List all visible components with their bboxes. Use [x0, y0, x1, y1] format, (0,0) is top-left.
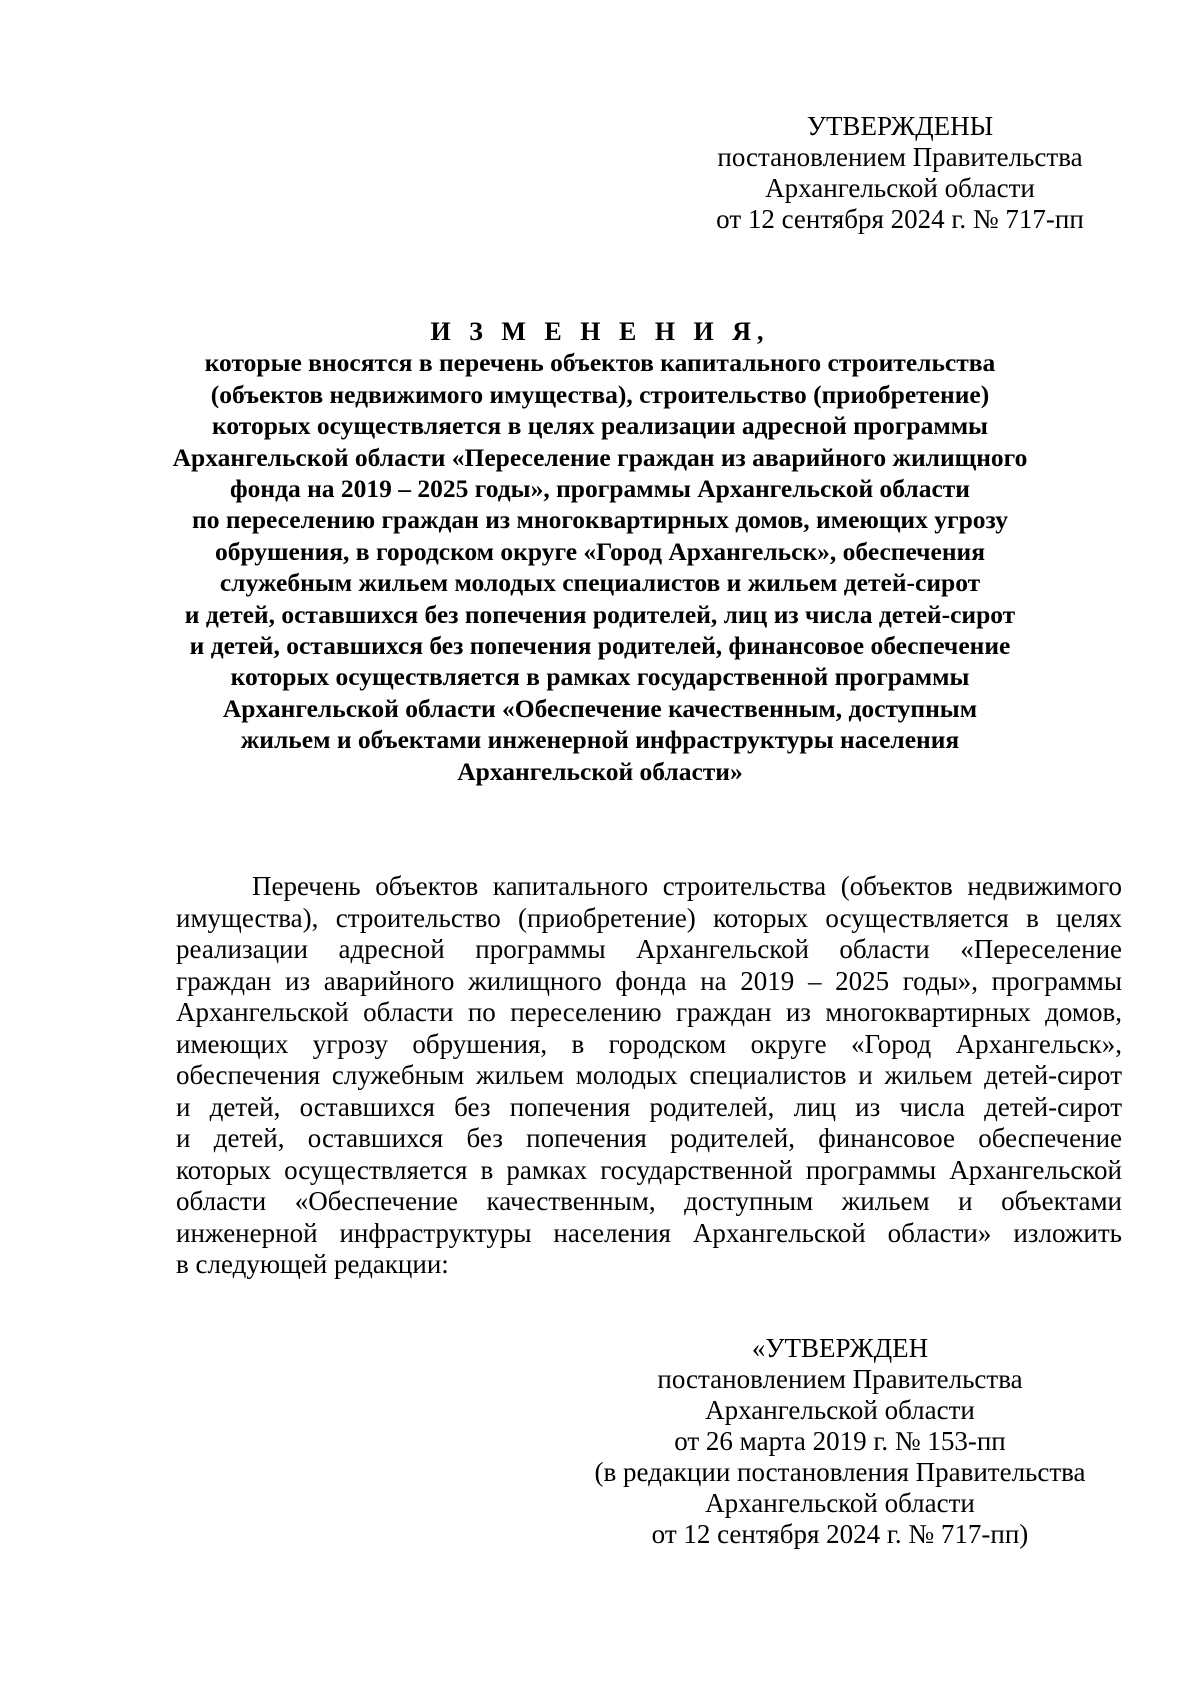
approval-date-number: от 26 марта 2019 г. № 153-пп [674, 1426, 1006, 1456]
revision-date-number: от 12 сентября 2024 г. № 717-пп) [651, 1519, 1029, 1549]
paragraph-line: обеспечения служебным жильем молодых специалистов и жильем детей-сирот [176, 1060, 1122, 1090]
paragraph-line: Архангельской области по переселению граждан из многоквартирных домов, [176, 997, 1122, 1027]
title-line: Архангельской области» [457, 756, 743, 786]
document-title [120, 316, 1080, 787]
title-line: жильем и объектами инженерной инфраструктуры населения [240, 725, 960, 755]
title-heading: И З М Е Н Е Н И Я, [430, 317, 770, 346]
paragraph-line: граждан из аварийного жилищного фонда на 2019 – 2025 годы», программы [176, 965, 1122, 996]
approval-stamp-footer [560, 1333, 1120, 1550]
title-line: служебным жильем молодых специалистов и жильем детей-сирот [219, 568, 981, 598]
title-line: по переселению граждан из многоквартирных домов, имеющих угрозу [192, 505, 1008, 535]
paragraph-line: которых осуществляется в рамках государственной программы Архангельской [176, 1154, 1122, 1185]
paragraph-line: Перечень объектов капитального строительства (объектов недвижимого [252, 871, 1122, 901]
paragraph-line: инженерной инфраструктуры населения Архангельской области» изложить [176, 1217, 1122, 1248]
paragraph-line: и детей, оставшихся без попечения родителей, финансовое обеспечение [176, 1123, 1122, 1153]
body-paragraph [176, 871, 1122, 1281]
title-line: и детей, оставшихся без попечения родителей, лиц из числа детей-сирот [184, 599, 1016, 629]
title-line: которых осуществляется в целях реализации адресной программы [212, 411, 988, 441]
approval-status: УТВЕРЖДЕНЫ [806, 111, 994, 141]
title-line: которые вносятся в перечень объектов капитального строительства [204, 348, 996, 378]
paragraph-line: имущества), строительство (приобретение) которых осуществляется в целях [176, 902, 1122, 933]
approval-status: «УТВЕРЖДЕН [751, 1333, 929, 1363]
paragraph-line: реализации адресной программы Архангельской области «Переселение [176, 934, 1122, 964]
approval-region: Архангельской области [765, 173, 1035, 203]
paragraph-line: имеющих угрозу обрушения, в городском округе «Город Архангельск», [176, 1028, 1122, 1059]
title-line: фонда на 2019 – 2025 годы», программы Архангельской области [230, 474, 970, 504]
approval-date-number: от 12 сентября 2024 г. № 717-пп [716, 204, 1084, 234]
paragraph-line: и детей, оставшихся без попечения родителей, лиц из числа детей-сирот [176, 1091, 1122, 1122]
title-line: (объектов недвижимого имущества), строительство (приобретение) [210, 379, 990, 409]
title-line: обрушения, в городском округе «Город Архангельск», обеспечения [214, 536, 986, 566]
revision-region: Архангельской области [705, 1488, 975, 1518]
paragraph-line: области «Обеспечение качественным, доступным жильем и объектами [176, 1186, 1122, 1216]
title-line: Архангельской области «Переселение граждан из аварийного жилищного [172, 442, 1028, 472]
approval-authority: постановлением Правительства [657, 1364, 1023, 1394]
title-line: которых осуществляется в рамках государственной программы [230, 662, 970, 692]
approval-authority: постановлением Правительства [717, 142, 1083, 172]
approval-stamp-header [700, 111, 1100, 235]
paragraph-line: в следующей редакции: [176, 1249, 449, 1279]
approval-region: Архангельской области [705, 1395, 975, 1425]
title-line: Архангельской области «Обеспечение качественным, доступным [222, 693, 978, 723]
title-line: и детей, оставшихся без попечения родителей, финансовое обеспечение [189, 631, 1011, 661]
revision-note: (в редакции постановления Правительства [594, 1457, 1086, 1487]
